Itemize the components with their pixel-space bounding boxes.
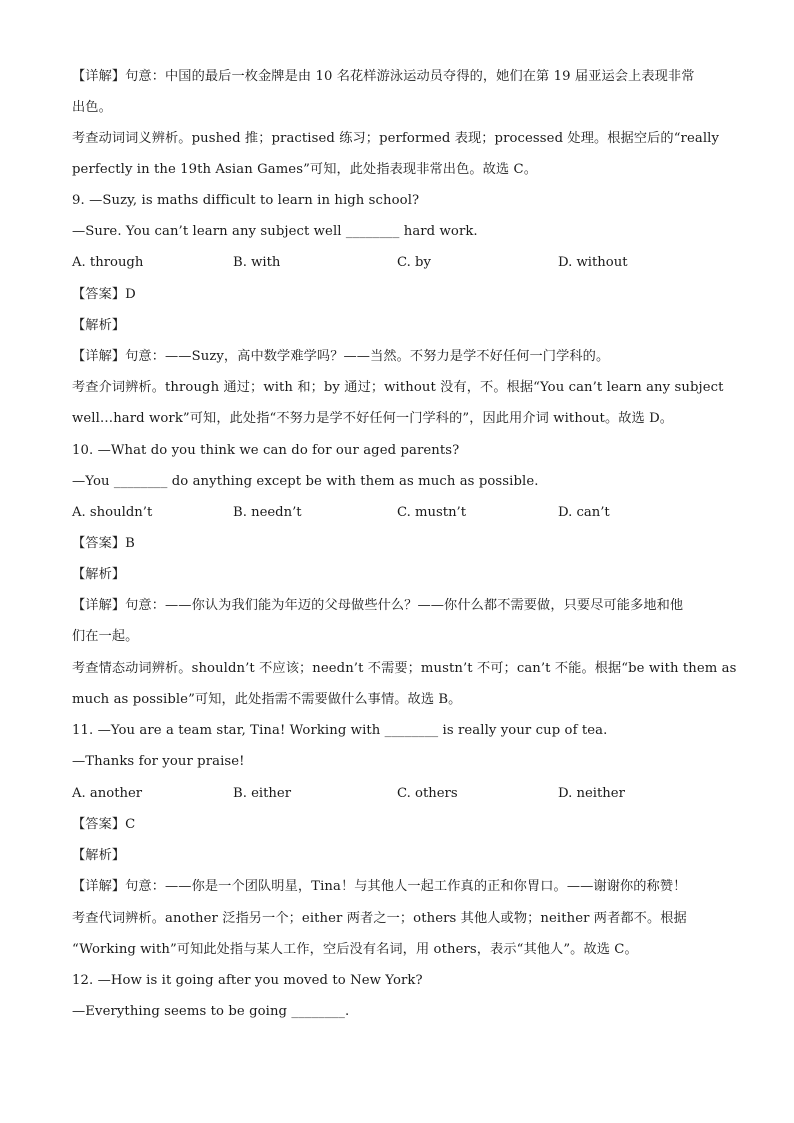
explanation-label: 【解析】 bbox=[72, 848, 126, 863]
analysis-line: 考查介词辨析。through 通过；with 和；by 通过；without 没有，不。根据“You can’t learn any subject bbox=[72, 380, 724, 395]
analysis-line: 考查情态动词辨析。shouldn’t 不应该；needn’t 不需要；mustn’t 不可；can’t 不能。根据“be with them as bbox=[72, 661, 737, 676]
detail-line: 【详解】句意：——你认为我们能为年迈的父母做些什么？——你什么都不需要做，只要尽可能多地和他 bbox=[72, 598, 684, 613]
explanation-label: 【解析】 bbox=[72, 318, 126, 333]
answer-label: 【答案】C bbox=[72, 817, 136, 832]
question-11-options bbox=[72, 784, 732, 804]
option-b: B. either bbox=[233, 786, 291, 801]
question-9-response: —Sure. You can’t learn any subject well ________ hard work. bbox=[72, 224, 478, 239]
option-a: A. another bbox=[72, 786, 143, 801]
answer-label: 【答案】B bbox=[72, 536, 135, 551]
option-a: A. shouldn’t bbox=[72, 505, 153, 520]
question-10-stem: 10. —What do you think we can do for our aged parents? bbox=[72, 443, 460, 458]
analysis-line: perfectly in the 19th Asian Games”可知，此处指表现非常出色。故选 C。 bbox=[72, 162, 537, 177]
option-a: A. through bbox=[72, 255, 144, 270]
option-b: B. needn’t bbox=[233, 505, 302, 520]
analysis-line: 考查动词词义辨析。pushed 推；practised 练习；performed 表现；processed 处理。根据空后的“really bbox=[72, 131, 719, 146]
option-d: D. neither bbox=[558, 786, 625, 801]
explanation-label: 【解析】 bbox=[72, 567, 126, 582]
question-11-response: —Thanks for your praise! bbox=[72, 754, 245, 769]
detail-line: 出色。 bbox=[72, 100, 112, 115]
analysis-line: 考查代词辨析。another 泛指另一个；either 两者之一；others 其他人或物；neither 两者都不。根据 bbox=[72, 911, 687, 926]
question-10-response: —You ________ do anything except be with them as much as possible. bbox=[72, 474, 539, 489]
option-d: D. can’t bbox=[558, 505, 610, 520]
detail-line: 【详解】句意：——你是一个团队明星，Tina！与其他人一起工作真的正和你胃口。——谢谢你的称赞！ bbox=[72, 879, 687, 894]
detail-line: 【详解】句意：中国的最后一枚金牌是由 10 名花样游泳运动员夺得的，她们在第 19 届亚运会上表现非常 bbox=[72, 69, 695, 84]
question-9-stem: 9. —Suzy, is maths difficult to learn in high school? bbox=[72, 193, 420, 208]
analysis-line: well…hard work”可知，此处指“不努力是学不好任何一门学科的”，因此用介词 without。故选 D。 bbox=[72, 411, 674, 426]
option-c: C. mustn’t bbox=[397, 505, 467, 520]
question-9-options bbox=[72, 253, 732, 273]
detail-line: 【详解】句意：——Suzy，高中数学难学吗？——当然。不努力是学不好任何一门学科的。 bbox=[72, 349, 610, 364]
option-b: B. with bbox=[233, 255, 281, 270]
analysis-line: “Working with”可知此处指与某人工作，空后没有名词，用 others，表示“其他人”。故选 C。 bbox=[72, 942, 638, 957]
option-d: D. without bbox=[558, 255, 628, 270]
option-c: C. by bbox=[397, 255, 431, 270]
question-10-options bbox=[72, 503, 732, 523]
option-c: C. others bbox=[397, 786, 458, 801]
detail-line: 们在一起。 bbox=[72, 629, 139, 644]
question-12-stem: 12. —How is it going after you moved to New York? bbox=[72, 973, 423, 988]
answer-label: 【答案】D bbox=[72, 287, 136, 302]
question-12-response: —Everything seems to be going ________. bbox=[72, 1004, 350, 1019]
question-11-stem: 11. —You are a team star, Tina! Working with ________ is really your cup of tea. bbox=[72, 723, 608, 738]
analysis-line: much as possible”可知，此处指需不需要做什么事情。故选 B。 bbox=[72, 692, 462, 707]
